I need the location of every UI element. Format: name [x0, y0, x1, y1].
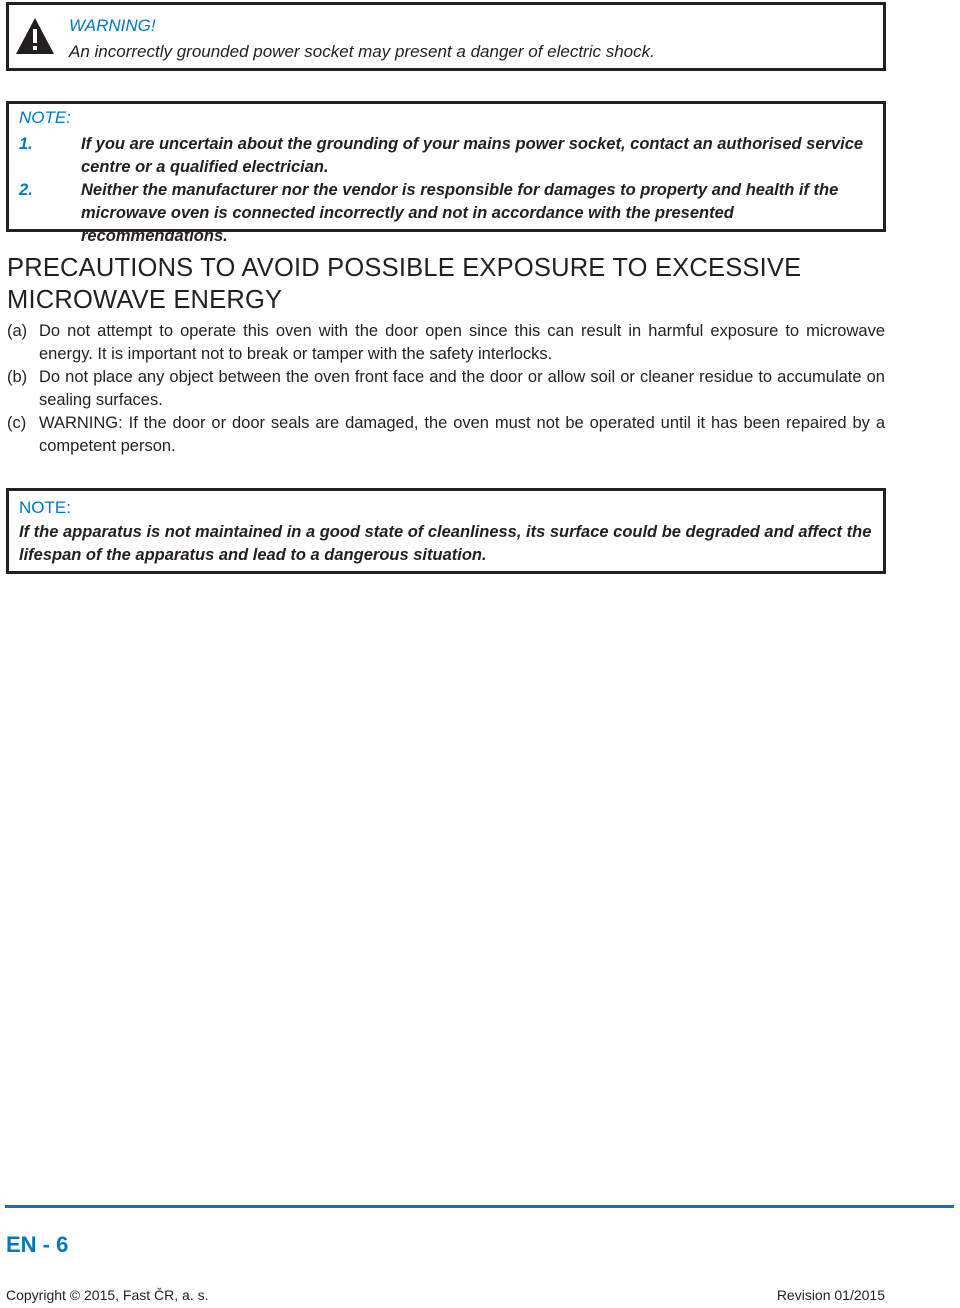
note-item	[19, 133, 881, 179]
precaution-label: (c)	[7, 414, 27, 432]
warning-message: An incorrectly grounded power socket may present a danger of electric shock.	[69, 42, 655, 61]
note-list	[19, 133, 881, 248]
copyright-text: Copyright © 2015, Fast ČR, a. s.	[6, 1287, 209, 1303]
warning-title: WARNING!	[69, 16, 156, 35]
note-item-number: 2.	[19, 181, 33, 199]
precaution-label: (a)	[7, 322, 28, 340]
note-text: If the apparatus is not maintained in a good state of cleanliness, its surface could be degraded and affect the lifespan of the apparatus and lead to a dangerous situation.	[19, 523, 872, 564]
note-box-grounding	[6, 101, 886, 245]
precautions-list	[7, 320, 885, 458]
warning-text-block	[69, 13, 655, 65]
warning-box	[6, 2, 886, 71]
revision-text: Revision 01/2015	[776, 1287, 885, 1303]
precaution-item	[7, 366, 885, 412]
precaution-text: Do not place any object between the oven front face and the door or allow soil or cleaner residue to accumulate on sealing surfaces.	[39, 368, 885, 409]
page-number: EN - 6	[6, 1232, 69, 1257]
precaution-text: WARNING: If the door or door seals are damaged, the oven must not be operated until it has been repaired by a competent person.	[39, 414, 885, 455]
note-item-text: Neither the manufacturer nor the vendor is responsible for damages to property and health if the microwave oven is connected incorrectly and not in accordance with the presented recommendations.	[81, 181, 839, 245]
note-box-cleanliness	[6, 488, 886, 574]
note-item-text: If you are uncertain about the grounding of your mains power socket, contact an authorised service centre or a qualified electrician.	[81, 135, 864, 176]
precaution-item	[7, 320, 885, 366]
section-heading: PRECAUTIONS TO AVOID POSSIBLE EXPOSURE TO EXCESSIVE MICROWAVE ENERGY	[7, 254, 802, 314]
precaution-item	[7, 412, 885, 458]
note-item-number: 1.	[19, 135, 33, 153]
note-item	[19, 179, 881, 248]
note-title: NOTE:	[19, 498, 71, 517]
warning-triangle-icon	[15, 17, 55, 55]
precaution-text: Do not attempt to operate this oven with the door open since this can result in harmful exposure to microwave energy. It is important not to break or tamper with the safety interlocks.	[39, 322, 885, 363]
footer-divider	[5, 1205, 954, 1208]
note-title: NOTE:	[19, 108, 71, 127]
precaution-label: (b)	[7, 368, 28, 386]
